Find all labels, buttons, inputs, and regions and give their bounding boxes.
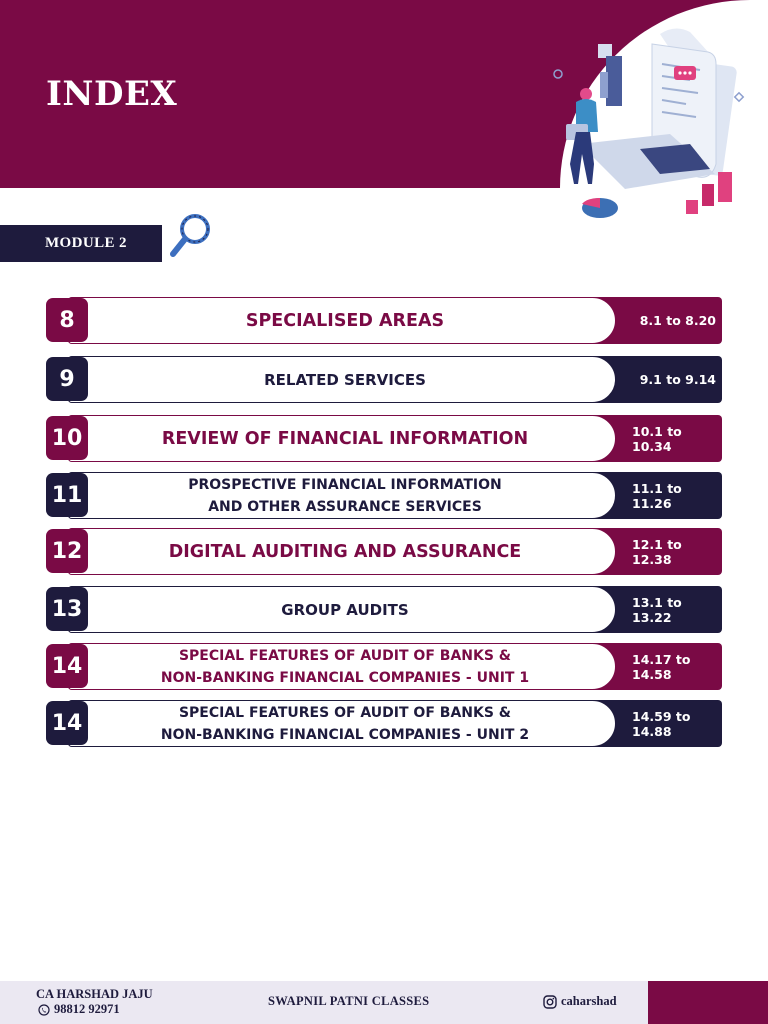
footer-author-name: CA HARSHAD JAJU — [36, 987, 153, 1001]
index-row[interactable] — [46, 700, 722, 747]
page-range: 14.59 to 14.88 — [572, 700, 722, 747]
page-range: 14.17 to 14.58 — [572, 643, 722, 690]
chapter-title-line: AND OTHER ASSURANCE SERVICES — [208, 498, 482, 515]
chapter-title — [68, 472, 616, 519]
page-range: 8.1 to 8.20 — [572, 297, 722, 344]
page-range: 9.1 to 9.14 — [572, 356, 722, 403]
phone-number: 98812 92971 — [54, 1002, 120, 1016]
chapter-title-line: DIGITAL AUDITING AND ASSURANCE — [168, 541, 522, 562]
index-row[interactable] — [46, 643, 722, 690]
chapter-title — [68, 586, 616, 633]
index-row[interactable] — [46, 528, 722, 575]
footer-phone — [38, 1002, 120, 1017]
index-row[interactable] — [46, 586, 722, 633]
index-row[interactable] — [46, 297, 722, 344]
index-row[interactable] — [46, 415, 722, 462]
page-range: 13.1 to 13.22 — [572, 586, 722, 633]
chapter-title — [68, 643, 616, 690]
chapter-number: 10 — [46, 416, 88, 460]
chapter-number: 14 — [46, 701, 88, 745]
chapter-title-line: REVIEW OF FINANCIAL INFORMATION — [161, 428, 529, 449]
chapter-number: 8 — [46, 298, 88, 342]
footer-social[interactable] — [543, 994, 617, 1009]
chapter-title — [68, 528, 616, 575]
footer-accent — [648, 981, 768, 1024]
instagram-icon — [543, 995, 557, 1009]
chapter-title — [68, 297, 616, 344]
page-range: 11.1 to 11.26 — [572, 472, 722, 519]
chapter-title-line: NON-BANKING FINANCIAL COMPANIES - UNIT 1 — [160, 669, 530, 686]
chapter-title — [68, 700, 616, 747]
chapter-title-line: SPECIALISED AREAS — [245, 310, 445, 331]
chapter-title-line: SPECIAL FEATURES OF AUDIT OF BANKS & — [178, 647, 512, 664]
chapter-number: 12 — [46, 529, 88, 573]
index-row[interactable] — [46, 472, 722, 519]
page-range: 10.1 to 10.34 — [572, 415, 722, 462]
chapter-title — [68, 415, 616, 462]
module-tag: MODULE 2 — [0, 225, 162, 262]
laptop-report-illustration — [540, 24, 760, 224]
chapter-title — [68, 356, 616, 403]
index-row[interactable] — [46, 356, 722, 403]
magnifier-icon — [166, 210, 214, 262]
chapter-title-line: PROSPECTIVE FINANCIAL INFORMATION — [188, 476, 502, 493]
whatsapp-icon — [38, 1004, 50, 1016]
chapter-number: 9 — [46, 357, 88, 401]
footer-brand: SWAPNIL PATNI CLASSES — [268, 994, 430, 1008]
chapter-number: 13 — [46, 587, 88, 631]
page-range: 12.1 to 12.38 — [572, 528, 722, 575]
chapter-title-line: RELATED SERVICES — [264, 370, 426, 389]
chapter-title-line: NON-BANKING FINANCIAL COMPANIES - UNIT 2 — [160, 726, 530, 743]
chapter-number: 14 — [46, 644, 88, 688]
chapter-title-line: GROUP AUDITS — [281, 600, 409, 619]
page-title: INDEX — [46, 74, 178, 114]
chapter-title-line: SPECIAL FEATURES OF AUDIT OF BANKS & — [178, 704, 512, 721]
social-handle: caharshad — [561, 994, 617, 1008]
chapter-number: 11 — [46, 473, 88, 517]
